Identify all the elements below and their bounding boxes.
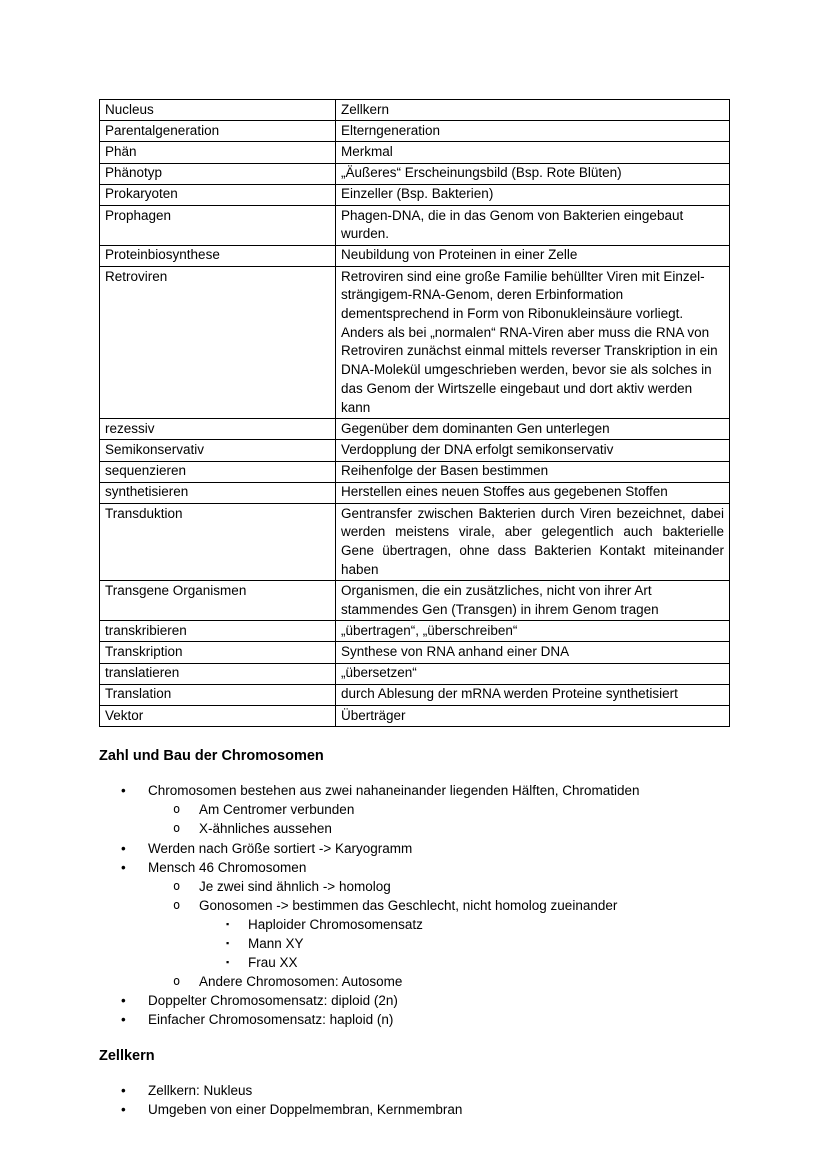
section-heading: Zahl und Bau der Chromosomen	[99, 748, 324, 765]
page-content	[99, 99, 730, 1129]
definition-cell: Gegenüber dem dominanten Gen unterlegen	[336, 419, 730, 440]
list-item	[99, 839, 730, 858]
bullet-icon: o	[173, 974, 181, 989]
bullet-icon: •	[121, 1101, 126, 1117]
glossary-row	[100, 642, 730, 663]
glossary-row	[100, 581, 730, 621]
term-cell: Translation	[100, 684, 336, 705]
bullet-icon: o	[173, 802, 181, 817]
definition-cell: Elterngeneration	[336, 121, 730, 142]
definition-cell: „übersetzen“	[336, 663, 730, 684]
list-item-text: Frau XX	[248, 955, 298, 971]
definition-cell: Reihenfolge der Basen bestimmen	[336, 461, 730, 482]
list-item-text: Einfacher Chromosomensatz: haploid (n)	[148, 1012, 394, 1028]
glossary-row	[100, 267, 730, 419]
term-cell: Prokaryoten	[100, 184, 336, 205]
definition-cell: Gentransfer zwischen Bakterien durch Viren bezeichnet, dabei werden meistens virale, aber gelegentlich auch bakterielle Gene übertragen, ohne dass Bakterien Kontakt miteinander haben	[336, 504, 730, 581]
bullet-icon: •	[121, 993, 126, 1009]
list-item	[99, 877, 730, 896]
list-item-text: Chromosomen bestehen aus zwei nahaneinander liegenden Hälften, Chromatiden	[148, 783, 640, 799]
term-cell: Retroviren	[100, 267, 336, 419]
glossary-row	[100, 163, 730, 184]
list-item	[99, 934, 730, 953]
term-cell: Phän	[100, 142, 336, 163]
glossary-table-body	[100, 100, 730, 727]
term-cell: Vektor	[100, 706, 336, 727]
glossary-row	[100, 440, 730, 461]
glossary-row	[100, 100, 730, 121]
list-item-text: Mensch 46 Chromosomen	[148, 859, 307, 875]
definition-cell: Retroviren sind eine große Familie behüllter Viren mit Einzel-strängigem-RNA-Genom, deren Erbinformation dementsprechend in Form von Ribonukleinsäure vorliegt. Anders als bei „normalen“ RNA-Viren aber muss die RNA von Retroviren zunächst einmal mittels reverser Transkription in ein DNA-Molekül umgeschrieben werden, bevor sie als solches in das Genom der Wirtszelle eingebaut und dort aktiv werden kann	[336, 267, 730, 419]
glossary-row	[100, 482, 730, 503]
list-item	[99, 1100, 730, 1119]
list-item-text: Haploider Chromosomensatz	[248, 916, 423, 932]
list-item	[99, 858, 730, 877]
bullet-icon: ▪	[226, 938, 230, 949]
definition-cell: „übertragen“, „überschreiben“	[336, 621, 730, 642]
bullet-icon: o	[173, 821, 181, 836]
definition-cell: Zellkern	[336, 100, 730, 121]
definition-cell: Verdopplung der DNA erfolgt semikonservativ	[336, 440, 730, 461]
list-item	[99, 819, 730, 838]
list-item-text: Werden nach Größe sortiert -> Karyogramm	[148, 840, 413, 856]
term-cell: Prophagen	[100, 206, 336, 246]
term-cell: translatieren	[100, 663, 336, 684]
definition-cell: durch Ablesung der mRNA werden Proteine synthetisiert	[336, 684, 730, 705]
definition-cell: Neubildung von Proteinen in einer Zelle	[336, 245, 730, 266]
bullet-icon: •	[121, 859, 126, 875]
list-item-text: X-ähnliches aussehen	[199, 821, 332, 837]
glossary-row	[100, 419, 730, 440]
definition-cell: „Äußeres“ Erscheinungsbild (Bsp. Rote Blüten)	[336, 163, 730, 184]
bullet-icon: o	[173, 897, 181, 912]
definition-cell: Phagen-DNA, die in das Genom von Bakterien eingebaut wurden.	[336, 206, 730, 246]
glossary-row	[100, 684, 730, 705]
list-item-text: Zellkern: Nukleus	[148, 1082, 253, 1098]
term-cell: Phänotyp	[100, 163, 336, 184]
glossary-row	[100, 461, 730, 482]
glossary-row	[100, 206, 730, 246]
list-item-text: Gonosomen -> bestimmen das Geschlecht, nicht homolog zueinander	[199, 897, 618, 913]
term-cell: Nucleus	[100, 100, 336, 121]
list-item	[99, 1010, 730, 1029]
term-cell: Transkription	[100, 642, 336, 663]
term-cell: Proteinbiosynthese	[100, 245, 336, 266]
list-item-text: Umgeben von einer Doppelmembran, Kernmembran	[148, 1101, 463, 1117]
definition-cell: Merkmal	[336, 142, 730, 163]
bullet-icon: ▪	[226, 918, 230, 929]
list-item-text: Am Centromer verbunden	[199, 802, 355, 818]
glossary-row	[100, 184, 730, 205]
list-item	[99, 915, 730, 934]
glossary-row	[100, 121, 730, 142]
definition-cell: Einzeller (Bsp. Bakterien)	[336, 184, 730, 205]
list-item	[99, 972, 730, 991]
term-cell: Transgene Organismen	[100, 581, 336, 621]
term-cell: synthetisieren	[100, 482, 336, 503]
glossary-row	[100, 663, 730, 684]
term-cell: transkribieren	[100, 621, 336, 642]
bullet-icon: ▪	[226, 957, 230, 968]
term-cell: rezessiv	[100, 419, 336, 440]
list-item	[99, 1081, 730, 1100]
bullet-icon: •	[121, 1082, 126, 1098]
term-cell: sequenzieren	[100, 461, 336, 482]
glossary-row	[100, 245, 730, 266]
list-item	[99, 781, 730, 800]
definition-cell: Synthese von RNA anhand einer DNA	[336, 642, 730, 663]
glossary-table	[99, 99, 730, 727]
bullet-list	[99, 1081, 730, 1119]
list-item	[99, 953, 730, 972]
glossary-row	[100, 706, 730, 727]
glossary-row	[100, 142, 730, 163]
sections	[99, 748, 730, 1118]
definition-cell: Überträger	[336, 706, 730, 727]
term-cell: Semikonservativ	[100, 440, 336, 461]
bullet-icon: •	[121, 840, 126, 856]
term-cell: Parentalgeneration	[100, 121, 336, 142]
section-heading: Zellkern	[99, 1047, 155, 1064]
list-item-text: Doppelter Chromosomensatz: diploid (2n)	[148, 993, 398, 1009]
list-item	[99, 991, 730, 1010]
list-item	[99, 800, 730, 819]
definition-cell: Organismen, die ein zusätzliches, nicht von ihrer Art stammendes Gen (Transgen) in ihrem Genom tragen	[336, 581, 730, 621]
list-item-text: Je zwei sind ähnlich -> homolog	[199, 878, 391, 894]
glossary-row	[100, 621, 730, 642]
glossary-row	[100, 504, 730, 581]
term-cell: Transduktion	[100, 504, 336, 581]
bullet-list	[99, 781, 730, 1029]
definition-cell: Herstellen eines neuen Stoffes aus gegebenen Stoffen	[336, 482, 730, 503]
list-item-text: Andere Chromosomen: Autosome	[199, 974, 403, 990]
bullet-icon: •	[121, 783, 126, 799]
list-item-text: Mann XY	[248, 936, 304, 952]
bullet-icon: o	[173, 878, 181, 893]
list-item	[99, 896, 730, 915]
bullet-icon: •	[121, 1012, 126, 1028]
